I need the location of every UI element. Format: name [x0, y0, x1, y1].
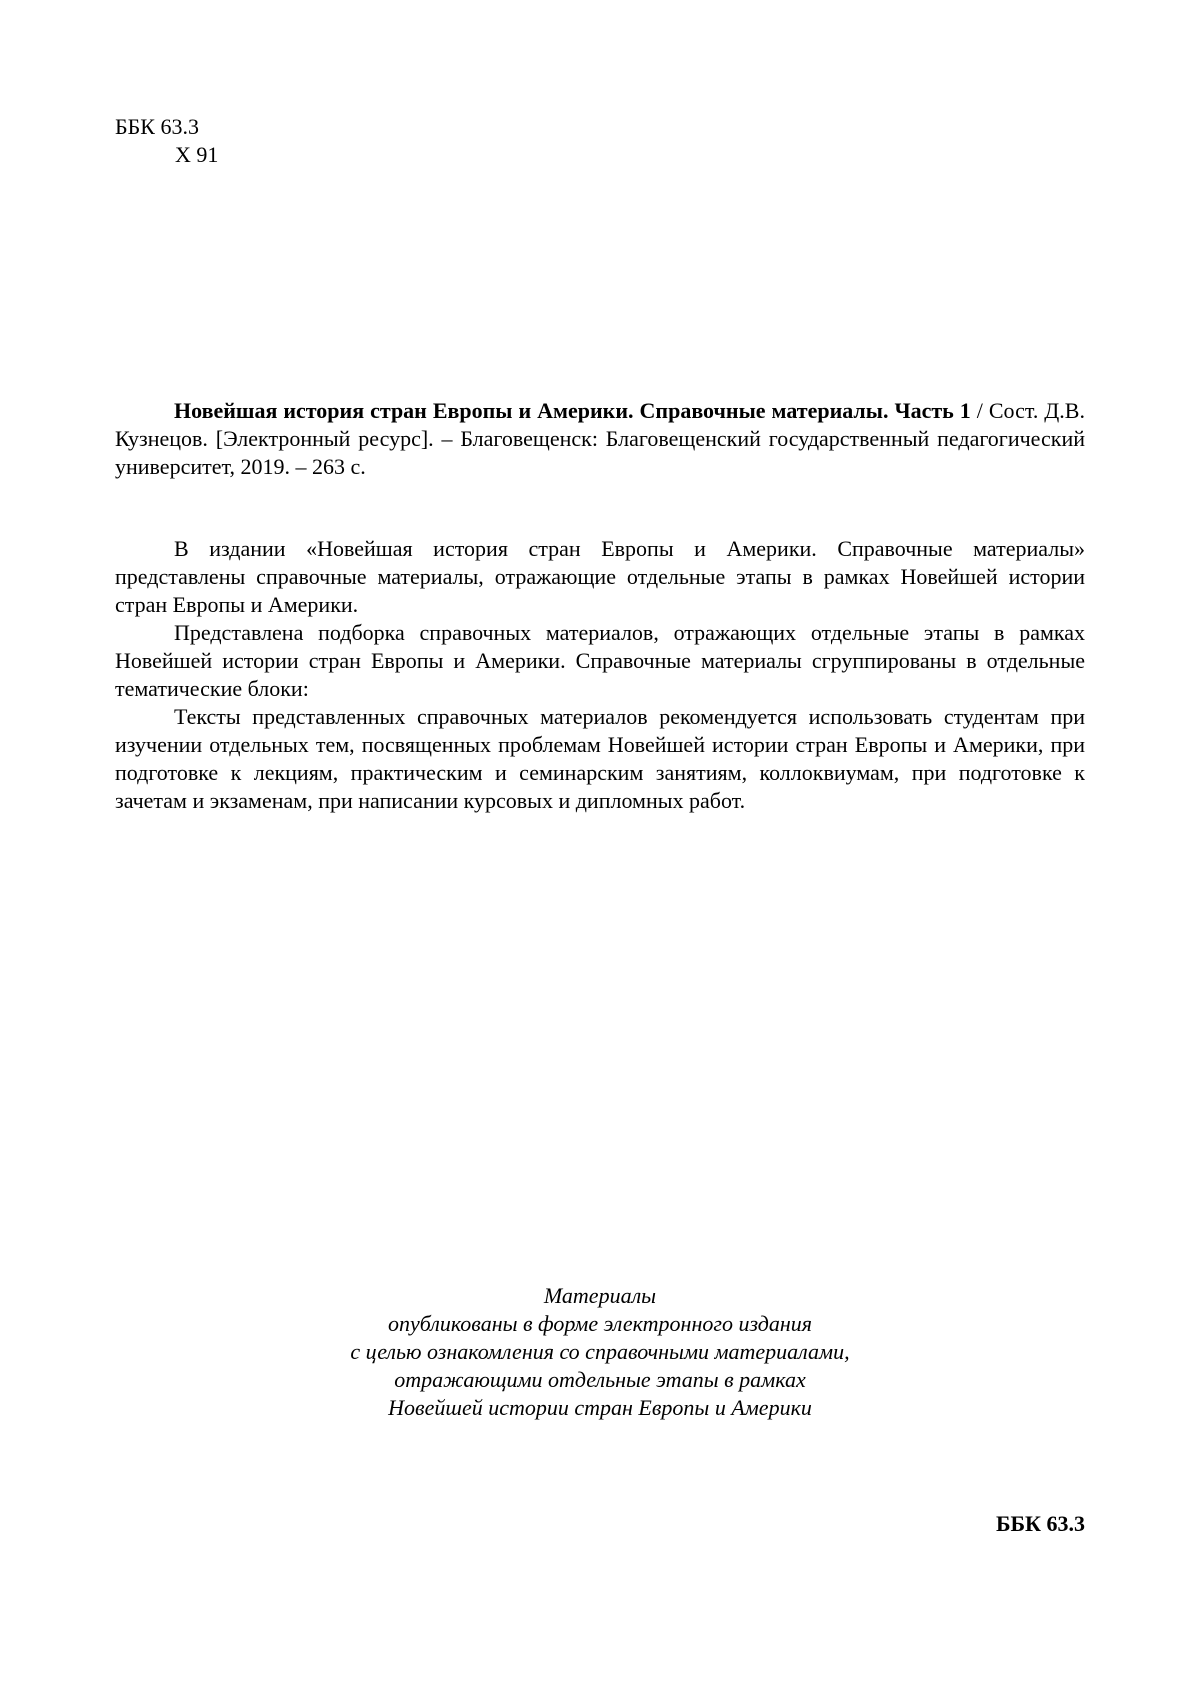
annotation-paragraph: Представлена подборка справочных материалов, отражающих отдельные этапы в рамках Новейшей истории стран Европы и Америки. Справочные материалы сгруппированы в отдельные тематические блоки:: [115, 620, 1085, 701]
bbk-footer-code: ББК 63.3: [995, 1511, 1085, 1536]
annotation-paragraph: Тексты представленных справочных материалов рекомендуется использовать студентам при изучении отдельных тем, посвященных проблемам Новейшей истории стран Европы и Америки, при подготовке к лекциям, практическим и семинарским занятиям, коллоквиумам, при подготовке к зачетам и экзаменам, при написании курсовых и дипломных работ.: [115, 704, 1085, 813]
author-mark: Х 91: [175, 142, 219, 167]
publication-note-line: Новейшей истории стран Европы и Америки: [388, 1395, 812, 1420]
bibliographic-details: / Сост. Д.В. Кузнецов. [Электронный ресурс]. – Благовещенск: Благовещенский государственный педагогический университет, 2019. – 263 с.: [115, 398, 1085, 479]
publication-note-line: отражающими отдельные этапы в рамках: [394, 1367, 806, 1392]
annotation: [115, 535, 1085, 815]
bibliographic-title: Новейшая история стран Европы и Америки. Справочные материалы. Часть 1: [174, 398, 971, 423]
publication-note-line: Материалы: [543, 1283, 657, 1308]
bibliographic-description: [115, 397, 1085, 481]
publication-note-line: опубликованы в форме электронного издания: [387, 1311, 813, 1336]
annotation-paragraph: В издании «Новейшая история стран Европы и Америки. Справочные материалы» представлены справочные материалы, отражающие отдельные этапы в рамках Новейшей истории стран Европы и Америки.: [115, 536, 1085, 617]
bbk-code: ББК 63.3: [115, 114, 199, 139]
bbk-header: [115, 113, 218, 169]
publication-note: [115, 1282, 1085, 1422]
publication-note-line: с целью ознакомления со справочными материалами,: [350, 1339, 850, 1364]
